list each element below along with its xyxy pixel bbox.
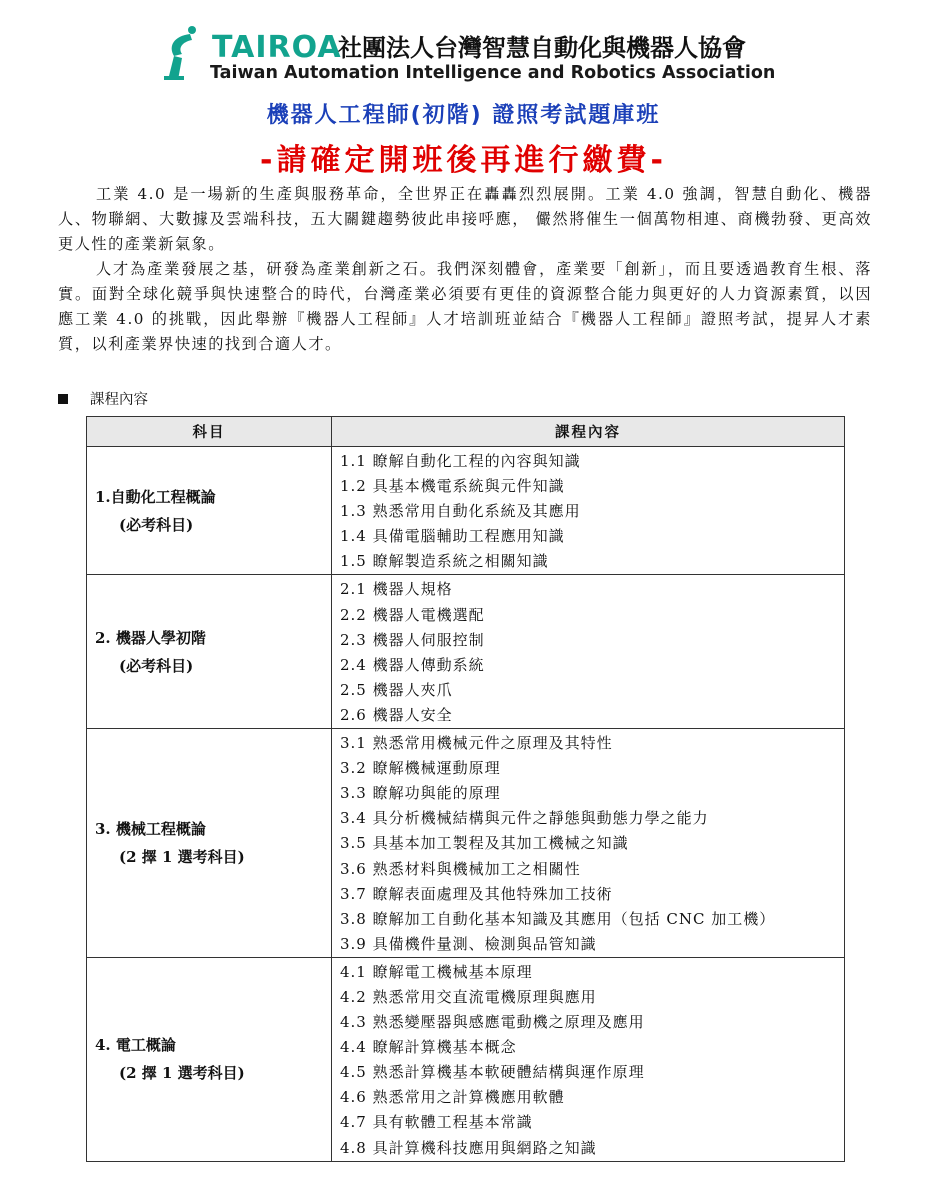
bullet-square-icon <box>58 394 68 404</box>
content-item: 4.5 熟悉計算機基本軟硬體結構與運作原理 <box>340 1063 645 1082</box>
course-title: 機器人工程師(初階) 證照考試題庫班 <box>266 103 661 128</box>
brand-wordmark: TAIROA <box>212 30 342 65</box>
subject-requirement: (必考科目) <box>119 515 194 534</box>
content-item: 4.7 具有軟體工程基本常識 <box>340 1113 533 1132</box>
content-cell <box>332 447 845 575</box>
content-item: 1.3 熟悉常用自動化系統及其應用 <box>340 502 581 521</box>
content-item: 3.2 瞭解機械運動原理 <box>340 759 501 778</box>
subject-cell <box>87 957 332 1161</box>
subject-cell <box>87 575 332 729</box>
course-table <box>86 416 845 1162</box>
content-item: 3.7 瞭解表面處理及其他特殊加工技術 <box>340 884 613 903</box>
payment-notice: -請確定開班後再進行繳費- <box>260 143 667 178</box>
subject-cell <box>87 729 332 958</box>
subject-requirement: (必考科目) <box>119 656 194 675</box>
column-header-subject: 科目 <box>87 417 332 447</box>
table-row <box>87 575 845 729</box>
association-header <box>160 24 800 88</box>
table-header-row <box>87 417 845 447</box>
content-item: 4.1 瞭解電工機械基本原理 <box>340 962 533 981</box>
content-item: 2.4 機器人傳動系統 <box>340 655 485 674</box>
content-item: 4.4 瞭解計算機基本概念 <box>340 1038 517 1057</box>
association-name-en: Taiwan Automation Intelligence and Robotics Association <box>210 63 776 83</box>
content-item: 4.2 熟悉常用交直流電機原理與應用 <box>340 987 597 1006</box>
table-row <box>87 957 845 1161</box>
subject-name: 1.自動化工程概論 <box>95 487 216 506</box>
table-row <box>87 729 845 958</box>
content-cell <box>332 575 845 729</box>
content-item: 4.8 具計算機科技應用與網路之知識 <box>340 1138 597 1157</box>
robot-arm-logo-icon <box>160 24 206 82</box>
section-heading <box>58 388 148 409</box>
content-item: 3.4 具分析機械結構與元件之靜態與動態力學之能力 <box>340 809 709 828</box>
content-item: 2.6 機器人安全 <box>340 705 453 724</box>
table-row <box>87 447 845 575</box>
intro-text <box>58 182 872 357</box>
content-item: 3.6 熟悉材料與機械加工之相關性 <box>340 859 581 878</box>
content-item: 1.5 瞭解製造系統之相關知識 <box>340 552 549 571</box>
subject-cell <box>87 447 332 575</box>
content-item: 2.1 機器人規格 <box>340 580 453 599</box>
content-cell <box>332 729 845 958</box>
content-item: 3.3 瞭解功與能的原理 <box>340 784 501 803</box>
section-title: 課程內容 <box>90 392 148 408</box>
subject-name: 3. 機械工程概論 <box>95 819 206 838</box>
content-item: 1.2 具基本機電系統與元件知識 <box>340 477 565 496</box>
content-item: 4.6 熟悉常用之計算機應用軟體 <box>340 1088 565 1107</box>
intro-paragraph-1: 工業 4.0 是一場新的生產與服務革命，全世界正在轟轟烈烈展開。工業 4.0 強調，智慧自動化、機器人、物聯網、大數據及雲端科技，五大關鍵趨勢彼此串接呼應， 儼然將催生一個萬物相連、商機勃發、更高效更人性的產業新氣象。 <box>58 185 872 253</box>
content-item: 3.1 熟悉常用機械元件之原理及其特性 <box>340 734 613 753</box>
content-item: 4.3 熟悉變壓器與感應電動機之原理及應用 <box>340 1013 645 1032</box>
subject-name: 4. 電工概論 <box>95 1036 176 1055</box>
content-cell <box>332 957 845 1161</box>
column-header-content: 課程內容 <box>332 417 845 447</box>
content-item: 3.9 具備機件量測、檢測與品管知識 <box>340 934 597 953</box>
content-item: 1.4 具備電腦輔助工程應用知識 <box>340 527 565 546</box>
content-item: 2.2 機器人電機選配 <box>340 605 485 624</box>
subject-requirement: (2 擇 1 選考科目) <box>119 847 245 866</box>
subject-requirement: (2 擇 1 選考科目) <box>119 1064 245 1083</box>
content-item: 2.3 機器人伺服控制 <box>340 630 485 649</box>
intro-paragraph-2: 人才為產業發展之基，研發為產業創新之石。我們深刻體會，產業要「創新」，而且要透過教育生根、落實。面對全球化競爭與快速整合的時代，台灣產業必須要有更佳的資源整合能力與更好的人力資源素質，以因應工業 4.0 的挑戰，因此舉辦『機器人工程師』人才培訓班並結合『機器人工程師』證照考試，提昇人才素質，以利產業界快速的找到合適人才。 <box>58 260 872 353</box>
content-item: 3.5 具基本加工製程及其加工機械之知識 <box>340 834 629 853</box>
content-item: 3.8 瞭解加工自動化基本知識及其應用（包括 CNC 加工機） <box>340 909 776 928</box>
subject-name: 2. 機器人學初階 <box>95 628 206 647</box>
content-item: 1.1 瞭解自動化工程的內容與知識 <box>340 452 581 470</box>
content-item: 2.5 機器人夾爪 <box>340 680 453 699</box>
association-name-cn: 社團法人台灣智慧自動化與機器人協會 <box>338 34 746 62</box>
